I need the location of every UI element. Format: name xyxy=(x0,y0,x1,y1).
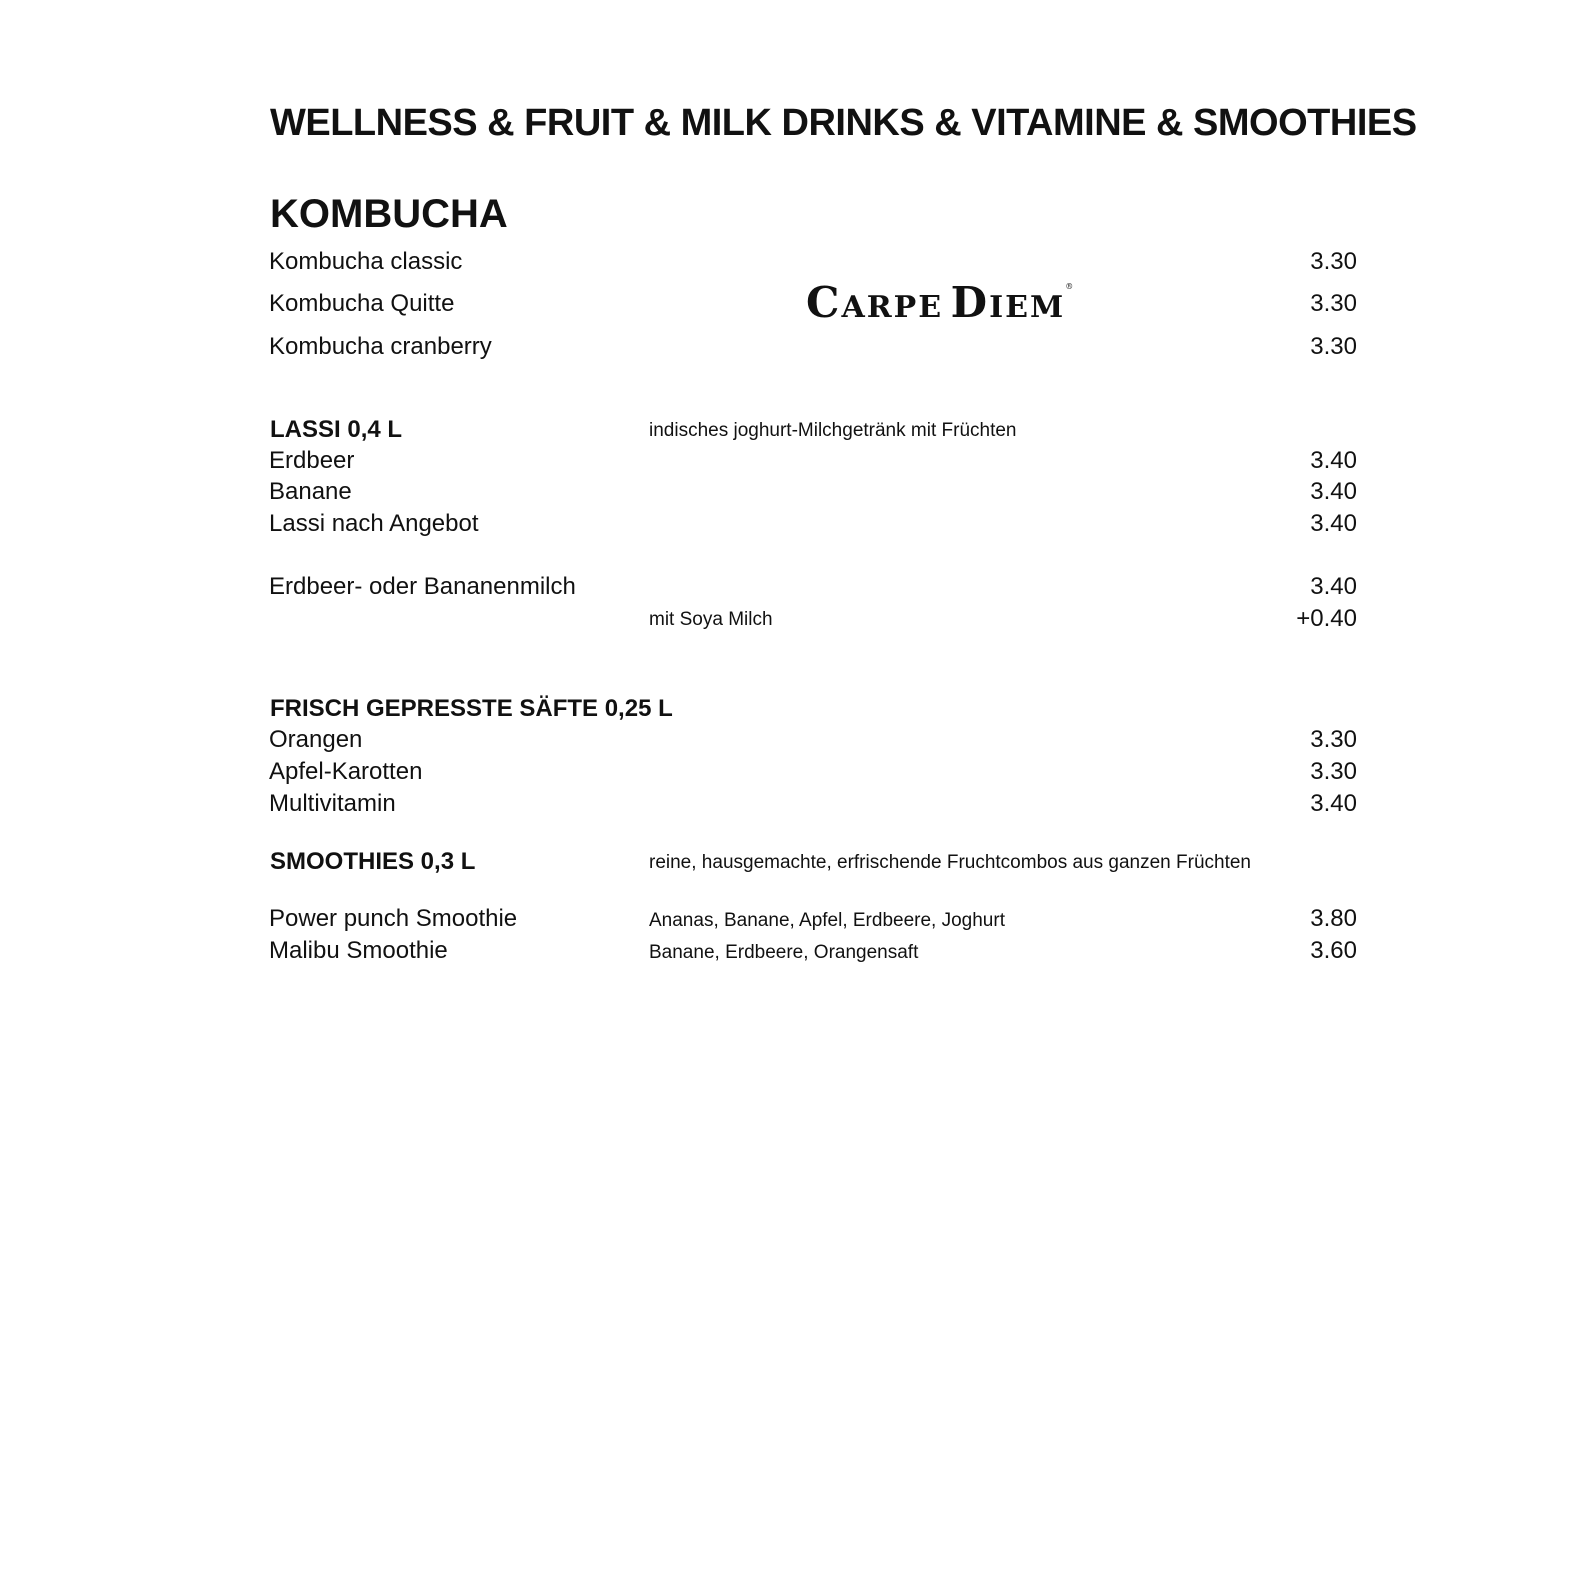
page-title: WELLNESS & FRUIT & MILK DRINKS & VITAMINE & SMOOTHIES xyxy=(270,102,1417,144)
menu-item-name: Erdbeer- oder Bananenmilch xyxy=(269,573,576,600)
menu-item-name: Kombucha cranberry xyxy=(269,333,492,360)
section-heading-smoothies: SMOOTHIES 0,3 L xyxy=(270,848,476,875)
menu-item-price: 3.30 xyxy=(1310,333,1357,360)
menu-item-ingredients: Banane, Erdbeere, Orangensaft xyxy=(649,942,919,963)
menu-item-name: Erdbeer xyxy=(269,447,355,474)
section-heading-juices: FRISCH GEPRESSTE SÄFTE 0,25 L xyxy=(270,695,673,722)
section-description: reine, hausgemachte, erfrischende Fruchtcombos aus ganzen Früchten xyxy=(649,852,1251,873)
menu-item-price: 3.60 xyxy=(1310,937,1357,964)
menu-item-option-price: +0.40 xyxy=(1296,605,1357,632)
menu-item-name: Lassi nach Angebot xyxy=(269,510,479,537)
menu-item-price: 3.40 xyxy=(1310,573,1357,600)
menu-item-price: 3.80 xyxy=(1310,905,1357,932)
menu-item-price: 3.40 xyxy=(1310,510,1357,537)
menu-item-price: 3.40 xyxy=(1310,790,1357,817)
menu-item-name: Kombucha Quitte xyxy=(269,290,455,317)
menu-item-name: Apfel-Karotten xyxy=(269,758,423,785)
menu-item-price: 3.40 xyxy=(1310,447,1357,474)
menu-item-name: Malibu Smoothie xyxy=(269,937,448,964)
carpe-diem-logo: CARPE DIEM® xyxy=(806,278,1076,327)
menu-item-name: Orangen xyxy=(269,726,363,753)
section-heading-lassi: LASSI 0,4 L xyxy=(270,416,403,443)
menu-item-name: Multivitamin xyxy=(269,790,396,817)
menu-item-name: Kombucha classic xyxy=(269,248,463,275)
menu-item-name: Power punch Smoothie xyxy=(269,905,518,932)
menu-item-ingredients: Ananas, Banane, Apfel, Erdbeere, Joghurt xyxy=(649,910,1005,931)
section-description: indisches joghurt-Milchgetränk mit Früchten xyxy=(649,420,1017,441)
menu-item-option: mit Soya Milch xyxy=(649,609,773,630)
menu-item-price: 3.30 xyxy=(1310,248,1357,275)
menu-item-price: 3.40 xyxy=(1310,478,1357,505)
menu-item-price: 3.30 xyxy=(1310,758,1357,785)
menu-item-price: 3.30 xyxy=(1310,290,1357,317)
menu-item-name: Banane xyxy=(269,478,352,505)
section-heading-kombucha: KOMBUCHA xyxy=(270,192,508,236)
menu-item-price: 3.30 xyxy=(1310,726,1357,753)
